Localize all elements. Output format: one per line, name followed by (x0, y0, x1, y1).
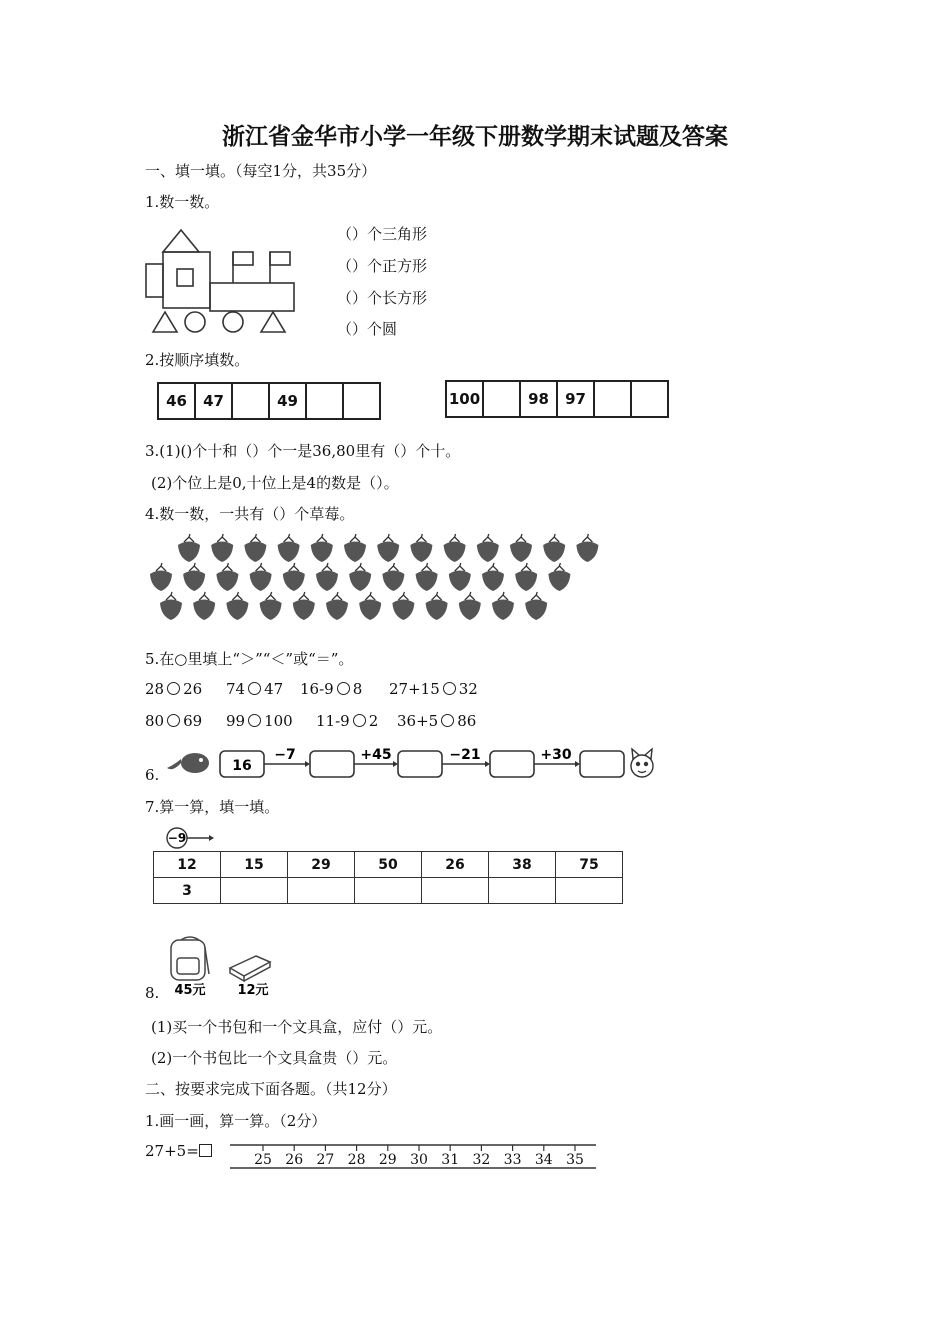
answer-square[interactable] (199, 1144, 212, 1157)
pencil-case-icon (230, 956, 270, 981)
compare-circle[interactable] (441, 714, 454, 727)
q6-label: 6. (145, 766, 160, 784)
table-cell: 50 (355, 852, 422, 878)
seq-blank[interactable] (484, 382, 521, 416)
compare-circle[interactable] (337, 682, 350, 695)
calc-table (153, 851, 623, 904)
strawberry-icon (244, 534, 266, 562)
compare-item: 99 100 (226, 712, 293, 730)
number-line-label: 35 (566, 1152, 584, 1168)
backpack-icon (171, 937, 209, 980)
compare-circle[interactable] (248, 714, 261, 727)
number-line-label: 29 (378, 1152, 397, 1168)
section-heading-1: 一、填一填。（每空1分，共35分） (145, 162, 377, 180)
operation-chain (165, 744, 660, 784)
strawberry-icon (459, 592, 481, 620)
compare-circle[interactable] (167, 714, 180, 727)
strawberries-figure (145, 530, 615, 626)
strawberry-icon (543, 534, 565, 562)
strawberry-icon (382, 563, 404, 591)
section-heading-2: 二、按要求完成下面各题。（共12分） (145, 1080, 397, 1098)
square-shape (270, 252, 290, 265)
compare-item: 80 69 (145, 712, 203, 730)
strawberry-icon (548, 563, 570, 591)
strawberry-icon (326, 592, 348, 620)
pencil-case-price: 12元 (237, 983, 269, 998)
table-cell: 38 (489, 852, 556, 878)
q1-label: 1.数一数。 (145, 193, 220, 211)
s2q1-label: 1.画一画，算一算。（2分） (145, 1112, 327, 1130)
compare-item: 36+5 86 (397, 712, 477, 730)
compare-circle[interactable] (353, 714, 366, 727)
strawberry-icon (260, 592, 282, 620)
answer-cell[interactable] (556, 878, 623, 904)
table-cell: 26 (422, 852, 489, 878)
strawberry-icon (311, 534, 333, 562)
op-label: +45 (360, 747, 392, 763)
page-title: 浙江省金华市小学一年级下册数学期末试题及答案 (222, 123, 728, 150)
table-cell: 15 (221, 852, 288, 878)
answer-cell[interactable] (489, 878, 556, 904)
q3-line1: 3.(1)()个十和（）个一是36,80里有（）个十。 (145, 442, 461, 460)
seq-blank[interactable] (632, 382, 667, 416)
rectangle-shape (146, 264, 163, 297)
strawberry-icon (525, 592, 547, 620)
answer-box[interactable] (398, 751, 442, 777)
strawberry-icon (510, 534, 532, 562)
seq-blank[interactable] (344, 384, 379, 418)
answer-cell[interactable] (355, 878, 422, 904)
compare-circle[interactable] (248, 682, 261, 695)
seq-cell: 100 (447, 382, 484, 416)
strawberry-icon (250, 563, 272, 591)
seq-blank[interactable] (595, 382, 632, 416)
strawberry-icon (410, 534, 432, 562)
items-figure (163, 934, 283, 998)
cat-icon (631, 749, 653, 777)
strawberry-icon (193, 592, 215, 620)
table-cell: 3 (154, 878, 221, 904)
fish-icon (167, 753, 209, 773)
number-line-label: 30 (410, 1152, 428, 1168)
answer-cell[interactable] (288, 878, 355, 904)
sequence-ascending (157, 382, 381, 420)
compare-item: 16-9 8 (300, 680, 363, 698)
minus-nine-operator (163, 825, 223, 851)
compare-item: 28 26 (145, 680, 203, 698)
seq-blank[interactable] (307, 384, 344, 418)
strawberry-icon (283, 563, 305, 591)
number-line-label: 25 (254, 1152, 272, 1168)
q4-label: 4.数一数，一共有（）个草莓。 (145, 505, 355, 523)
op-label: −21 (449, 747, 481, 763)
strawberry-icon (183, 563, 205, 591)
rectangle-shape (163, 252, 210, 308)
sequence-descending (445, 380, 669, 418)
number-line-label: 26 (285, 1152, 304, 1168)
backpack-price: 45元 (174, 983, 206, 998)
train-shapes-figure (143, 224, 303, 339)
q1-line-square: （）个正方形 (337, 257, 428, 275)
number-line-label: 27 (316, 1152, 335, 1168)
number-line-label: 28 (347, 1152, 366, 1168)
table-cell: 75 (556, 852, 623, 878)
strawberry-icon (216, 563, 238, 591)
compare-item: 74 47 (226, 680, 284, 698)
number-line-label: 34 (534, 1152, 553, 1168)
strawberry-icon (316, 563, 338, 591)
seq-cell: 49 (270, 384, 307, 418)
seq-cell: 97 (558, 382, 595, 416)
number-line-label: 32 (472, 1152, 491, 1168)
op-label: +30 (540, 747, 572, 763)
start-number: 16 (232, 758, 252, 774)
number-line-label: 31 (441, 1152, 460, 1168)
strawberry-icon (160, 592, 182, 620)
s2q1-expression: 27+5= (145, 1142, 212, 1160)
strawberry-icon (392, 592, 414, 620)
seq-cell: 47 (196, 384, 233, 418)
triangle-shape (163, 230, 199, 252)
q1-line-rectangle: （）个长方形 (337, 289, 428, 307)
answer-cell[interactable] (221, 878, 288, 904)
compare-item: 11-9 2 (316, 712, 379, 730)
strawberry-icon (359, 592, 381, 620)
q8-line2: (2)一个书包比一个文具盒贵（）元。 (151, 1049, 398, 1067)
circle-shape (185, 312, 205, 332)
strawberry-icon (349, 563, 371, 591)
strawberry-icon (211, 534, 233, 562)
square-shape (233, 252, 253, 265)
square-shape (177, 269, 193, 286)
q3-line2: (2)个位上是0,十位上是4的数是（）。 (151, 474, 399, 492)
answer-box[interactable] (580, 751, 624, 777)
strawberry-icon (293, 592, 315, 620)
answer-box[interactable] (310, 751, 354, 777)
circle-shape (223, 312, 243, 332)
table-cell: 29 (288, 852, 355, 878)
strawberry-icon (492, 592, 514, 620)
seq-blank[interactable] (233, 384, 270, 418)
strawberry-icon (344, 534, 366, 562)
number-line-label: 33 (503, 1152, 522, 1168)
q1-line-circle: （）个圆 (337, 320, 398, 338)
strawberry-icon (377, 534, 399, 562)
q1-line-triangle: （）个三角形 (337, 225, 428, 243)
q2-label: 2.按顺序填数。 (145, 351, 250, 369)
compare-item: 27+15 32 (389, 680, 478, 698)
strawberry-icon (477, 534, 499, 562)
strawberry-icon (150, 563, 172, 591)
seq-cell: 98 (521, 382, 558, 416)
q8-label: 8. (145, 984, 160, 1002)
strawberry-icon (449, 563, 471, 591)
op-label: −7 (274, 747, 296, 763)
strawberry-icon (426, 592, 448, 620)
strawberry-icon (576, 534, 598, 562)
table-cell: 12 (154, 852, 221, 878)
q5-label: 5.在○里填上“＞”“＜”或“＝”。 (145, 650, 354, 668)
strawberry-icon (444, 534, 466, 562)
strawberry-icon (515, 563, 537, 591)
operator-label: −9 (167, 831, 187, 845)
strawberry-icon (178, 534, 200, 562)
compare-circle[interactable] (443, 682, 456, 695)
q7-label: 7.算一算，填一填。 (145, 798, 280, 816)
strawberry-icon (226, 592, 248, 620)
rectangle-shape (210, 283, 294, 311)
seq-cell: 46 (159, 384, 196, 418)
compare-circle[interactable] (167, 682, 180, 695)
triangle-shape (153, 312, 177, 332)
answer-cell[interactable] (422, 878, 489, 904)
answer-box[interactable] (490, 751, 534, 777)
strawberry-icon (416, 563, 438, 591)
triangle-shape (261, 312, 285, 332)
q8-line1: (1)买一个书包和一个文具盒，应付（）元。 (151, 1018, 443, 1036)
strawberry-icon (278, 534, 300, 562)
number-line (228, 1138, 600, 1172)
strawberry-icon (482, 563, 504, 591)
